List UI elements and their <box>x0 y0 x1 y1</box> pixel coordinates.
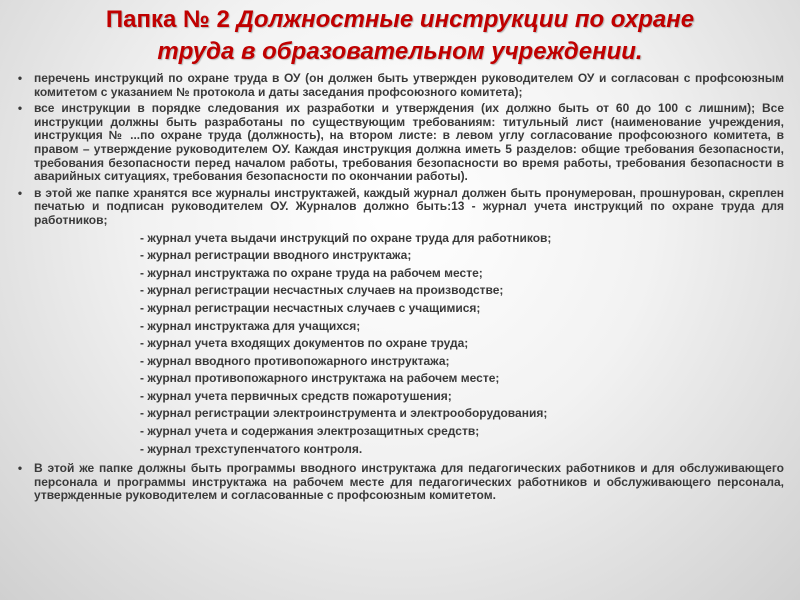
bullet-text: В этой же папке должны быть программы вводного инструктажа для педагогических работников и для обслуживающего персонала и программы инструктажа на рабочем месте для педагогических работников и обслуживающего персонала, утвержденные руководителем и согласованные с профсоюзным комитетом. <box>34 461 784 503</box>
bullet-dot: • <box>17 185 23 200</box>
bullet-text: все инструкции в порядке следования их разработки и утверждения (их должно быть от 60 до 100 с лишним); Все инструкции должны быть разработаны по существующим требованиям: титульный лист (наименование учреждения, инструкция № ...по охране труда (должность), на втором листе: в левом углу согласование профсоюзного комитета, в правом – утверждение руководителем ОУ. Каждая инструкция должна иметь 5 разделов: общие требования безопасности, требования безопасности перед началом работы, требования безопасности во время работы, требования безопасности в аварийных ситуациях, требования безопасности по окончании работы). <box>34 101 784 184</box>
title-rest: Должностные инструкции по охране <box>236 6 695 33</box>
title-line-2: труда в образовательном учреждении. <box>157 38 643 65</box>
bullet-item <box>14 462 784 503</box>
bullet-item <box>14 102 784 184</box>
bullet-dot: • <box>17 461 23 476</box>
title-lead: Папка № 2 <box>105 6 230 33</box>
bullet-text: перечень инструкций по охране труда в ОУ (он должен быть утвержден руководителем ОУ и согласован с профсоюзным комитетом с указанием № протокола и даты заседания профсоюзного комитета); <box>34 71 784 99</box>
bullet-item <box>14 72 784 99</box>
journal-item: - журнал учета выдачи инструкций по охране труда для работников; <box>140 230 552 245</box>
journal-item: - журнал вводного противопожарного инструктажа; <box>140 353 450 368</box>
journal-list <box>34 230 784 459</box>
bullet-item <box>14 187 784 459</box>
journal-item: - журнал трехступенчатого контроля. <box>140 441 363 456</box>
journal-item: - журнал регистрации вводного инструктажа; <box>140 248 412 263</box>
journal-item: - журнал инструктажа по охране труда на рабочем месте; <box>140 265 483 280</box>
journal-item: - журнал учета первичных средств пожаротушения; <box>140 388 452 403</box>
journal-item: - журнал учета входящих документов по охране труда; <box>140 336 469 351</box>
journal-item: - журнал учета и содержания электрозащитных средств; <box>140 424 480 439</box>
bullet-text: в этой же папке хранятся все журналы инструктажей, каждый журнал должен быть пронумерован, прошнурован, скреплен печатью и подписан руководителем ОУ. Журналов должно быть:13 - журнал учета инструкций по охране труда для работников; <box>34 185 784 227</box>
journal-item: - журнал противопожарного инструктажа на рабочем месте; <box>140 371 500 386</box>
journal-item: - журнал регистрации несчастных случаев на производстве; <box>140 283 504 298</box>
slide-body <box>14 72 784 506</box>
journal-item: - журнал регистрации электроинструмента и электрооборудования; <box>140 406 548 421</box>
journal-item: - журнал регистрации несчастных случаев с учащимися; <box>140 300 481 315</box>
journal-item: - журнал инструктажа для учащихся; <box>140 318 361 333</box>
bullet-dot: • <box>17 101 23 116</box>
title-line-1 <box>40 4 760 36</box>
slide-title <box>40 4 760 68</box>
bullet-dot: • <box>17 71 23 85</box>
